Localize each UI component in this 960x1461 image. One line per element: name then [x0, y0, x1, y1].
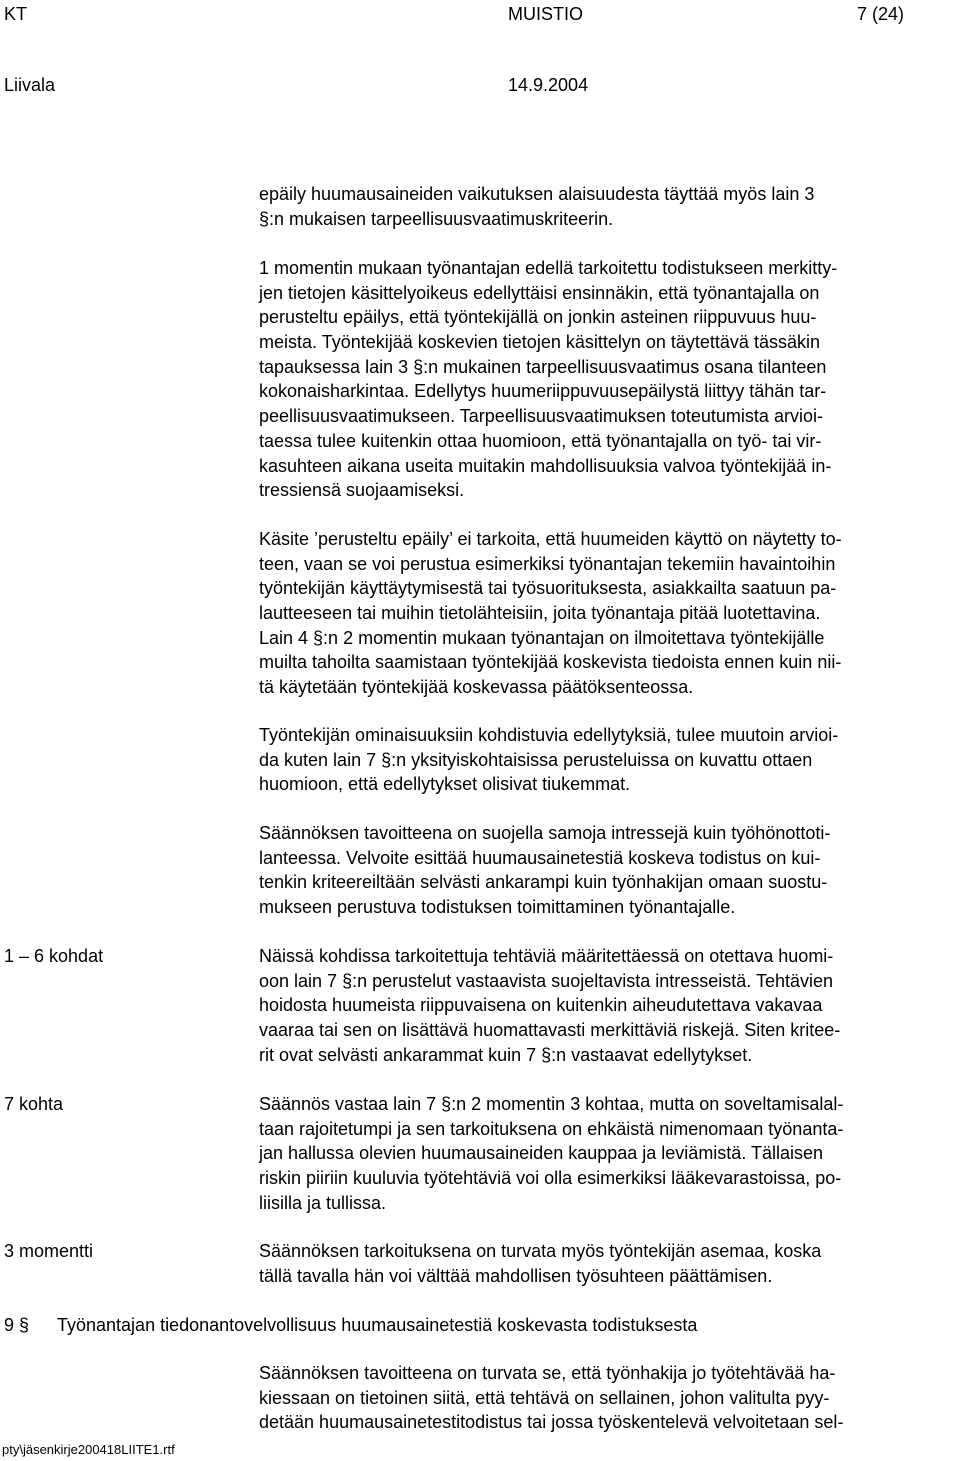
- text-line: oon lain 7 §:n perustelut vastaavista suojeltavista intresseistä. Tehtävien: [259, 970, 834, 991]
- text-line: kasuhteen aikana useita muitakin mahdollisuuksia valvoa työntekijää in-: [259, 455, 832, 476]
- text-line: hoidosta huumeista riippuvaisena on kuitenkin aiheudutettava vakavaa: [259, 995, 823, 1016]
- text-line: teen, vaan se voi perustua esimerkiksi työnantajan tekemiin havaintoihin: [259, 553, 836, 574]
- section-title: Työnantajan tiedonantovelvollisuus huumausainetestiä koskevasta todistuksesta: [57, 1315, 698, 1335]
- text-line: kokonaisharkintaa. Edellytys huumeriippuvuusepäilystä liittyy tähän tar-: [259, 381, 827, 402]
- text-line: jan hallussa olevien huumausaineiden kauppaa ja leviämistä. Tällaisen: [259, 1143, 824, 1164]
- text-line: Käsite ’perusteltu epäily’ ei tarkoita, että huumeiden käyttö on näytetty to-: [259, 529, 842, 549]
- text-line: lautteeseen tai muihin tietolähteisiin, joita työnantaja pitää luotettavina.: [259, 603, 821, 624]
- header-page-number: 7 (24): [857, 4, 905, 24]
- header-annex: Liivala: [4, 75, 56, 95]
- paragraph-4: [259, 723, 838, 797]
- text-line: 1 momentin mukaan työnantajan edellä tarkoitettu todistukseen merkitty-: [259, 258, 838, 278]
- text-line: meista. Työntekijää koskevien tietojen käsittelyn on täytettävä tässäkin: [259, 332, 820, 353]
- paragraph-6: [259, 1361, 843, 1435]
- text-line: tällä tavalla hän voi välttää mahdollisen työsuhteen päättämisen.: [259, 1265, 773, 1286]
- text-line: liisilla ja tullissa.: [259, 1192, 387, 1213]
- subsection-1-6-text: [259, 944, 840, 1067]
- text-line: peellisuusvaatimukseen. Tarpeellisuusvaatimuksen toteutumista arvioi-: [259, 406, 823, 427]
- paragraph-2: [259, 256, 837, 503]
- text-line: Säännöksen tarkoituksena on turvata myös työntekijän asemaa, koska: [259, 1241, 822, 1261]
- text-line: kiessaan on tietoinen siitä, että tehtävä on sellainen, johon valitulta pyy-: [259, 1387, 830, 1408]
- paragraph-1: [259, 182, 814, 231]
- text-line: muilta tahoilta saamistaan työntekijää koskevista tiedoista ennen kuin nii-: [259, 652, 842, 673]
- subsection-3-momentti-text: [259, 1239, 821, 1288]
- text-line: Lain 4 §:n 2 momentin mukaan työnantajan on ilmoitettava työntekijälle: [259, 627, 825, 648]
- subsection-label-1-6: 1 – 6 kohdat: [4, 946, 104, 966]
- text-line: riskin piiriin kuuluvia työtehtäviä voi olla esimerkiksi lääkevarastoissa, po-: [259, 1168, 842, 1189]
- header-date: 14.9.2004: [508, 75, 589, 95]
- text-line: tä käytetään työntekijää koskevassa päätöksenteossa.: [259, 677, 694, 698]
- text-line: työntekijän käyttäytymisestä tai työsuorituksesta, asiakkailta saatuun pa-: [259, 578, 837, 599]
- text-line: da kuten lain 7 §:n yksityiskohtaisissa perusteluissa on kuvattu ottaen: [259, 749, 813, 770]
- text-line: jen tietojen käsittelyoikeus edellyttäisi ensinnäkin, että työnantajalla on: [259, 282, 820, 303]
- text-line: rit ovat selvästi ankarammat kuin 7 §:n vastaavat edellytykset.: [259, 1044, 753, 1065]
- text-line: Työntekijän ominaisuuksiin kohdistuvia edellytyksiä, tulee muutoin arvioi-: [259, 725, 839, 745]
- paragraph-5: [259, 821, 830, 920]
- text-line: Näissä kohdissa tarkoitettuja tehtäviä määritettäessä on otettava huomi-: [259, 946, 834, 966]
- text-line: tressiensä suojaamiseksi.: [259, 480, 465, 501]
- text-line: taessa tulee kuitenkin ottaa huomioon, että työnantajalla on työ- tai vir-: [259, 430, 822, 451]
- paragraph-3: [259, 527, 842, 700]
- subsection-label-7: 7 kohta: [4, 1094, 64, 1114]
- text-line: Säännöksen tavoitteena on suojella samoja intressejä kuin työhönottoti-: [259, 823, 831, 843]
- text-line: Säännös vastaa lain 7 §:n 2 momentin 3 kohtaa, mutta on soveltamisalal-: [259, 1094, 844, 1114]
- text-line: huomioon, että edellytykset olisivat tiukemmat.: [259, 774, 631, 795]
- subsection-label-3-momentti: 3 momentti: [4, 1241, 94, 1261]
- text-line: mukseen perustuva todistuksen toimittaminen työnantajalle.: [259, 897, 736, 918]
- section-number: 9 §: [4, 1315, 30, 1335]
- text-line: §:n mukaisen tarpeellisuusvaatimuskriteerin.: [259, 208, 614, 229]
- text-line: Säännöksen tavoitteena on turvata se, että työnhakija jo työtehtävää ha-: [259, 1363, 836, 1383]
- text-line: detään huumausainetestitodistus tai jossa työskentelevä velvoitetaan sel-: [259, 1412, 844, 1433]
- text-line: epäily huumausaineiden vaikutuksen alaisuudesta täyttää myös lain 3: [259, 184, 815, 204]
- header-org: KT: [4, 4, 28, 24]
- text-line: tenkin kriteereiltään selvästi ankarampi kuin työnhakijan omaan suostu-: [259, 872, 828, 893]
- subsection-7-text: [259, 1092, 843, 1215]
- text-line: vaaraa tai sen on lisättävä huomattavasti merkittäviä riskejä. Siten kritee-: [259, 1020, 841, 1041]
- header-doc-type: MUISTIO: [508, 4, 583, 24]
- text-line: perusteltu epäilys, että työntekijällä on jonkin asteinen riippuvuus huu-: [259, 307, 817, 328]
- text-line: taan rajoitetumpi ja sen tarkoituksena on ehkäistä nimenomaan työnanta-: [259, 1118, 844, 1139]
- footer-file-path: pty\jäsenkirje200418LIITE1.rtf: [2, 1442, 175, 1457]
- text-line: lanteessa. Velvoite esittää huumausainetestiä koskeva todistus on kui-: [259, 847, 821, 868]
- text-line: tapauksessa lain 3 §:n mukainen tarpeellisuusvaatimus osana tilanteen: [259, 356, 827, 377]
